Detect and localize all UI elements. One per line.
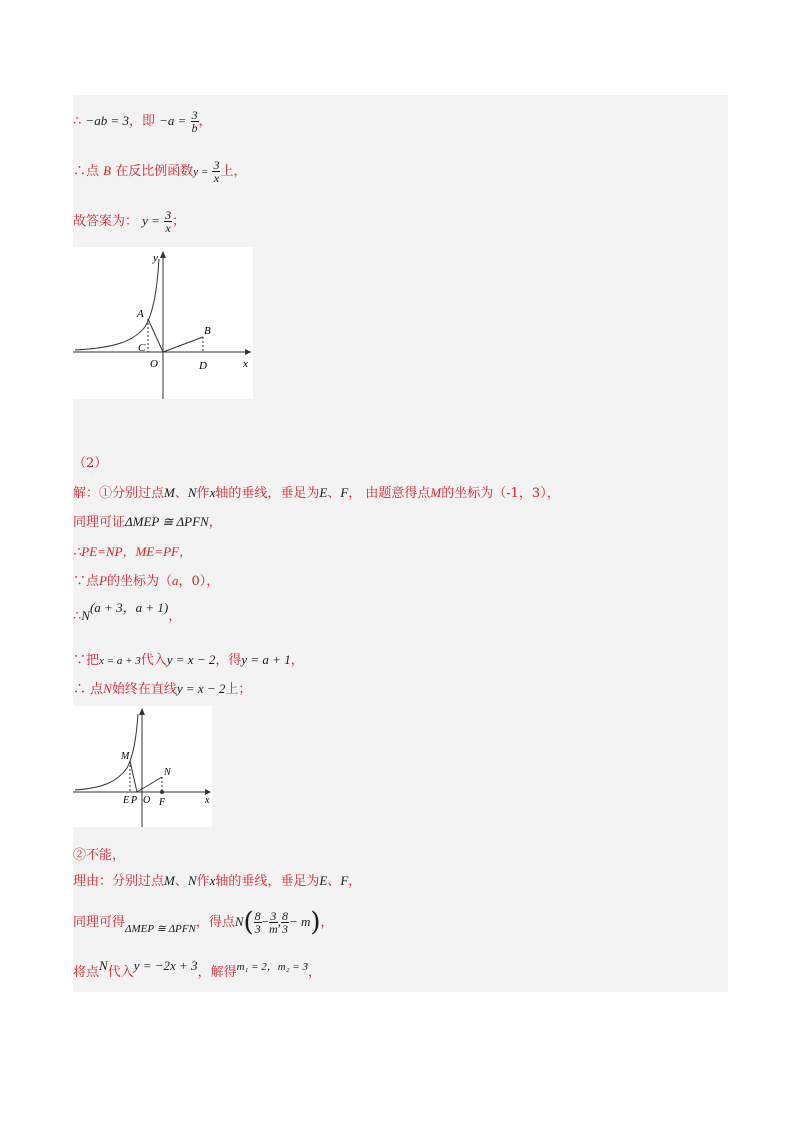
point-f-label: F [340,873,349,888]
text: 、 [327,486,341,501]
y-axis-arrow-icon [139,708,145,715]
result-equation: y = a + 1 [241,652,291,667]
axis-x-label: x [209,873,216,888]
text: 在反比例函数 [115,164,194,179]
fraction-den: x [165,221,171,235]
fraction-3-over-x [164,209,172,234]
text: 同理可证 [73,515,126,530]
line-13 [73,872,361,891]
mp-segment [130,761,137,792]
pn-segment [137,777,162,792]
solution-panel [73,95,728,992]
part-2-ii-heading: ②不能， [73,848,126,863]
therefore-symbol: ∴ [73,114,82,129]
label-e: E [123,795,130,806]
text: 、 [174,874,188,889]
point-n-label: N [187,485,197,500]
label-o: O [150,358,158,370]
fraction-8-over-3-b [281,910,289,935]
line-equation: y = −2x + 3 [133,958,198,973]
point-b-label: B [103,163,112,178]
ob-segment [163,337,203,352]
label-f: F [159,797,166,808]
point-n-label: N [187,873,197,888]
fraction-den: x [213,171,220,185]
fraction-den: 3 [281,922,288,936]
text: ∴ 点 [73,682,104,697]
text: 代入 [107,965,134,980]
label-x: x [243,358,248,370]
punct: ， [208,515,222,530]
figure-2 [73,706,212,827]
text: ，0）， [178,574,220,589]
text: 同理可得 [73,915,126,930]
point-m-label: M [430,485,442,500]
text: 轴的垂线，垂足为 [215,486,320,501]
text-ji: ，即 [128,114,155,129]
substitution-expression: x = a + 3 [99,655,141,667]
text: 代入 [140,653,167,668]
point-e-label: E [319,873,328,888]
text: ，得 [215,653,242,668]
text: 解：①分别过点 [73,486,165,501]
point-n-label: N [234,914,244,929]
line-6 [73,513,222,532]
x-axis-arrow-icon [245,349,251,355]
figure-1-graph [73,247,253,399]
open-paren: ( [243,907,254,938]
comma: , [277,914,281,929]
text: 上， [220,164,247,179]
fraction-8-over-3 [254,910,262,935]
line-5 [73,484,560,503]
text: 始终在直线 [111,682,177,697]
text: 作 [196,486,210,501]
answer-lhs: y = [142,213,160,228]
congruence-expression: ΔMEP ≅ ΔPFN [125,514,209,529]
text: ∵把 [73,653,100,668]
axis-x-label: x [209,485,216,500]
punct: ， [168,609,182,624]
text: 、 [174,486,188,501]
point-f-label: F [340,485,349,500]
punct: ， [307,965,321,980]
line-7 [73,543,192,561]
figure-2-graph [73,706,212,827]
punct: ； [172,214,186,229]
function-lhs: y = [193,166,209,178]
text: 将点 [73,965,100,980]
text: 理由：分别过点 [73,874,165,889]
label-x: x [205,795,210,806]
punct: ， [348,874,362,889]
label-c: C [138,342,146,354]
text: ， 由题意得点 [348,486,431,501]
fraction-num: 3 [165,208,172,222]
label-m: M [121,751,130,762]
point-n-coordinates: (a + 3，a + 1) [89,600,169,615]
line-15 [73,957,321,982]
point-n-label: N [81,608,90,623]
line-equation: y = x − 2 [176,681,226,696]
line-9 [73,599,181,626]
fraction-den: b [191,121,198,135]
coordinate-expression: a + 3，a + 1 [94,600,164,615]
punct: ， [290,653,304,668]
figure-1 [73,247,253,399]
point-n-label: N [103,681,112,696]
fraction-num: 3 [191,108,198,122]
close-paren: ) [310,907,321,938]
punct: ， [320,915,334,930]
text: 、 [327,874,341,889]
label-b: B [204,325,211,337]
text: ∵点 [73,574,100,589]
text: ，得点 [195,915,235,930]
line-11 [73,680,251,699]
line-8 [73,572,219,591]
label-n: N [164,767,171,778]
line-3 [73,209,185,234]
minus-m: − m [288,914,311,929]
ao-segment [148,319,163,352]
equal-segments-text: ∴PE=NP，ME=PF， [73,544,192,559]
text: ∴ [73,609,82,624]
fraction-den: 3 [254,922,261,936]
point-p-label: P [99,573,107,588]
point-n-label: N [99,958,108,973]
fraction-3-over-b [191,109,199,134]
fraction-num: 8 [281,909,288,923]
equation-ab: −ab = 3 [85,113,129,128]
label-p: P [131,795,138,806]
fraction-num: 3 [213,158,220,172]
part-2-heading: （2） [73,456,108,471]
text: 的坐标为（-1，3）， [441,486,560,501]
line-14 [73,907,334,944]
label-d: D [199,360,207,372]
variable-a: a [171,573,179,588]
line-2 [73,159,246,184]
minus-sign: − [261,914,270,929]
point-m-label: M [164,485,175,500]
fraction-num: 3 [270,909,277,923]
congruence-expression: ΔMEP ≅ ΔPFN [125,923,196,935]
fraction-num: 8 [254,909,261,923]
y-axis-arrow-icon [160,251,166,258]
line-1 [73,109,212,134]
text: 轴的垂线，垂足为 [215,874,320,889]
punct: ， [198,114,212,129]
text: ，解得 [197,965,237,980]
line-10 [73,651,304,670]
point-f-dot [160,790,164,794]
line-4 [73,455,107,473]
fraction-3-over-m [269,910,278,935]
line-12 [73,847,125,865]
label-a: A [137,308,144,320]
label-o: O [143,795,151,806]
solution-expression: m₁ = 2，m₂ = 3 [236,961,308,973]
line-equation: y = x − 2 [166,652,216,667]
point-m-label: M [164,873,175,888]
equation-lhs: −a = [159,113,187,128]
text: 作 [196,874,210,889]
text: 故答案为： [73,214,139,229]
point-e-label: E [319,485,328,500]
text: 上； [225,682,252,697]
fraction-den: m [269,922,278,936]
text: 的坐标为（ [106,574,172,589]
label-y: y [153,252,158,264]
hyperbola-curve [75,259,159,350]
text: ∴点 [73,164,100,179]
